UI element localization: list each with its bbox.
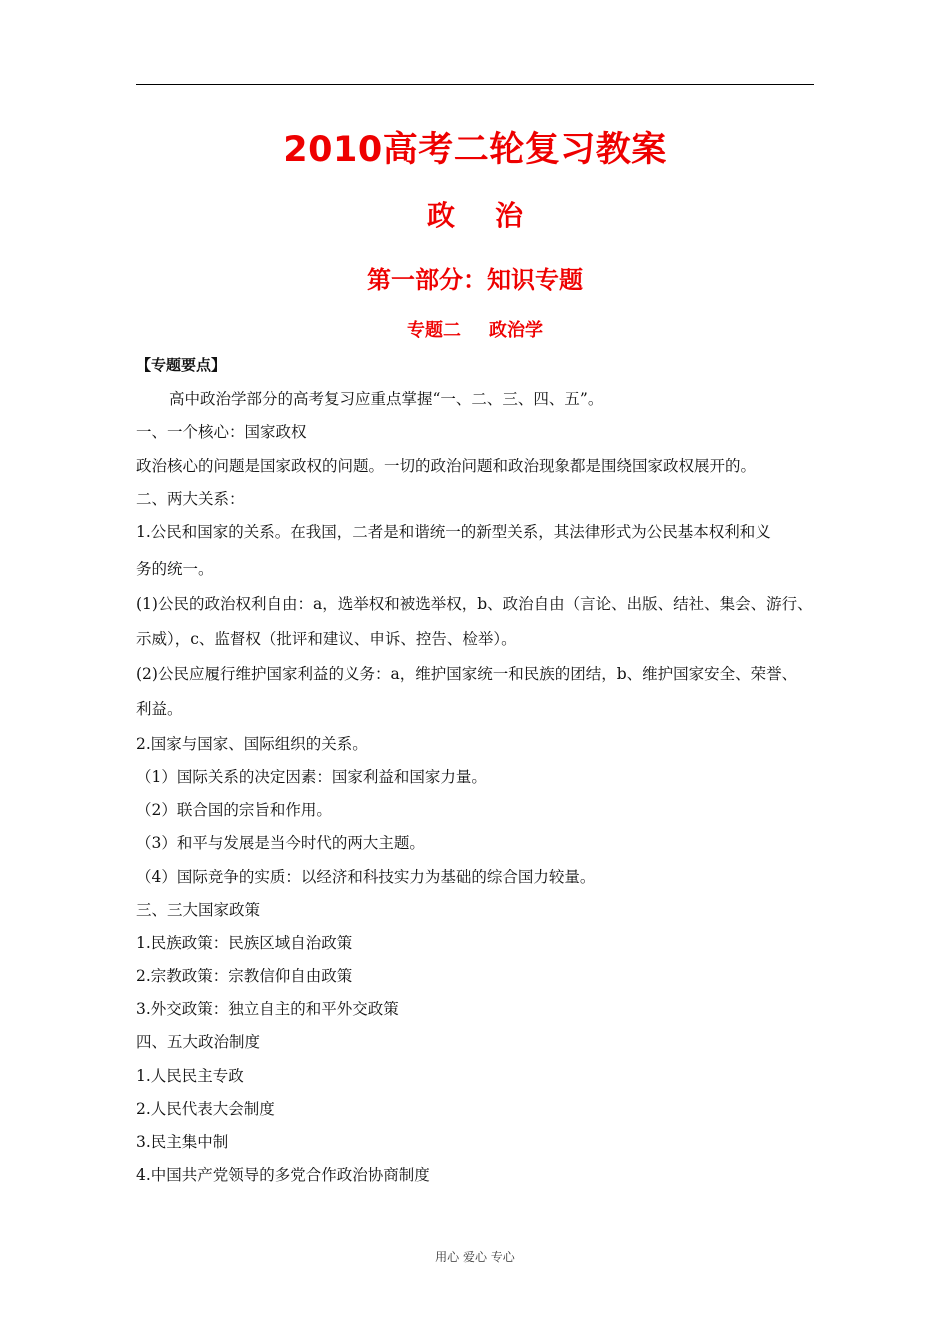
topic-name: 政治学 — [489, 320, 543, 341]
body-line: 3.外交政策：独立自主的和平外交政策 — [136, 1000, 399, 1018]
body-line: （1）国际关系的决定因素：国家利益和国家力量。 — [136, 768, 487, 786]
page-footer: 用心 爱心 专心 — [435, 1250, 515, 1264]
body-line: （2）联合国的宗旨和作用。 — [136, 801, 332, 819]
part-title: 第一部分：知识专题 — [367, 266, 583, 294]
subject-char-1: 政 — [426, 199, 455, 232]
body-line: 3.民主集中制 — [136, 1133, 229, 1151]
topic-number: 专题二 — [407, 320, 461, 341]
body-line: 1.民族政策：民族区域自治政策 — [136, 934, 353, 952]
body-line: (1)公民的政治权利自由：a，选举权和被选举权，b、政治自由（言论、出版、结社、集会、游行、 — [136, 595, 813, 613]
topic-title — [0, 318, 950, 344]
body-line: 二、两大关系： — [136, 490, 245, 508]
section-heading: 【专题要点】 — [136, 356, 227, 374]
body-line: （3）和平与发展是当今时代的两大主题。 — [136, 834, 425, 852]
body-line: 1.公民和国家的关系。在我国，二者是和谐统一的新型关系，其法律形式为公民基本权利和义 — [136, 523, 771, 541]
body-line: 务的统一。 — [136, 560, 214, 578]
document-title: 2010高考二轮复习教案 — [283, 130, 667, 170]
header-rule — [136, 84, 814, 85]
body-line: 2.国家与国家、国际组织的关系。 — [136, 735, 368, 753]
body-line: 四、五大政治制度 — [136, 1033, 261, 1051]
intro-paragraph: 高中政治学部分的高考复习应重点掌握“一、二、三、四、五”。 — [169, 390, 604, 408]
body-line: 一、一个核心：国家政权 — [136, 423, 307, 441]
body-line: (2)公民应履行维护国家利益的义务：a，维护国家统一和民族的团结，b、维护国家安全、荣誉、 — [136, 665, 798, 683]
body-line: （4）国际竞争的实质：以经济和科技实力为基础的综合国力较量。 — [136, 868, 596, 886]
body-line: 示威），c、监督权（批评和建议、申诉、控告、检举）。 — [136, 630, 517, 648]
body-line: 政治核心的问题是国家政权的问题。一切的政治问题和政治现象都是围绕国家政权展开的。 — [136, 457, 757, 475]
body-line: 1.人民民主专政 — [136, 1067, 244, 1085]
body-line: 4.中国共产党领导的多党合作政治协商制度 — [136, 1166, 430, 1184]
body-line: 三、三大国家政策 — [136, 901, 261, 919]
body-line: 利益。 — [136, 700, 183, 718]
subject-title — [0, 197, 950, 235]
subject-char-2: 治 — [495, 199, 524, 232]
body-line: 2.人民代表大会制度 — [136, 1100, 275, 1118]
body-line: 2.宗教政策：宗教信仰自由政策 — [136, 967, 353, 985]
